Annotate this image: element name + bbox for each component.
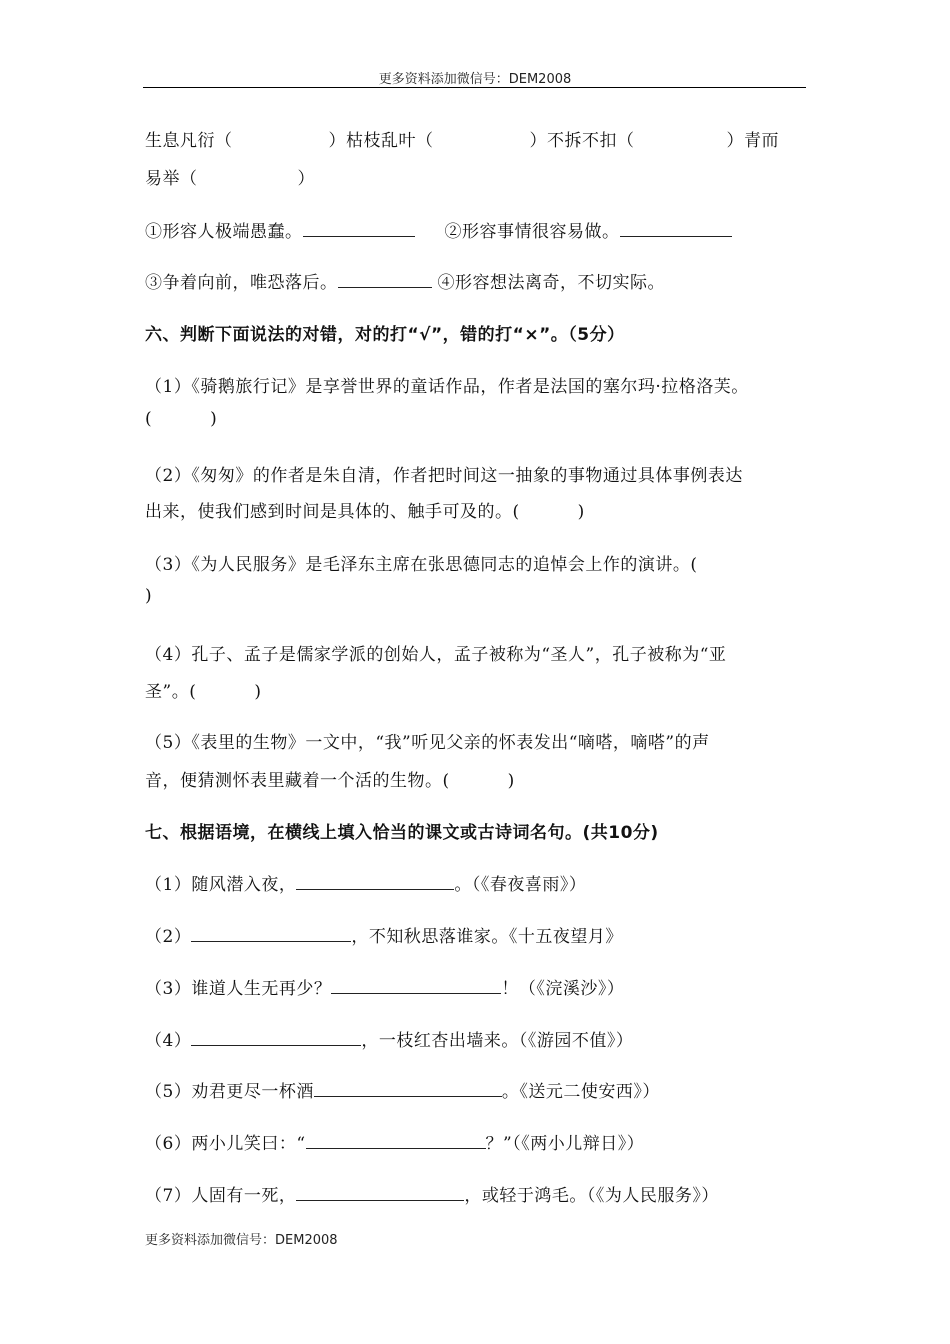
fill-q3-post: ！（《浣溪沙》） [501,979,625,999]
header-divider [143,87,806,88]
fill-q2-pre: （2） [145,927,192,947]
fill-q7-blank[interactable] [296,1184,464,1201]
judge-q3-line2 [145,586,152,606]
fill-q7-pre: （7）人固有一死， [145,1186,297,1206]
fill-q4 [145,1026,633,1051]
fill-q6 [145,1129,644,1154]
fill-q2 [145,922,623,947]
idiom-line-1 [145,126,779,151]
fill-q2-blank[interactable] [191,925,351,942]
judge-q5-text: 音，便猜测怀表里藏着一个活的生物。( [145,771,450,791]
definition-blank-2[interactable] [620,220,732,237]
fill-q1 [145,870,586,895]
fill-q3-pre: （3）谁道人生无再少？ [145,979,332,999]
idiom-line-2 [145,164,315,189]
fill-q7 [145,1181,719,1206]
judge-q5-line2 [145,766,515,791]
judge-q2-text: 出来，使我们感到时间是具体的、触手可及的。( [145,502,520,522]
definition-line-2 [145,268,665,293]
page-header: 更多资料添加微信号：DEM2008 [378,72,572,87]
section6-title: 六、判断下面说法的对错，对的打“√”，错的打“×”。（5分） [145,325,625,345]
judge-q3-close: ) [145,586,153,606]
judge-q4-close: ) [254,682,262,702]
fill-q3-blank[interactable] [331,977,501,994]
judge-q4-line2 [145,677,261,702]
definition-1: ①形容人极端愚蠢。 [145,222,303,242]
judge-q1-close: ) [210,409,218,429]
fill-q6-post: ？”（《两小儿辩日》） [485,1134,645,1154]
fill-q5-blank[interactable] [314,1080,502,1097]
fill-q1-blank[interactable] [296,873,454,890]
judge-q5-close: ) [507,771,515,791]
fill-q1-pre: （1）随风潜入夜， [145,875,297,895]
idiom-text-3: ）不拆不扣（ [529,131,635,151]
idiom-text-6: ） [297,169,315,189]
fill-q6-blank[interactable] [306,1132,486,1149]
judge-q1-open: ( [145,409,153,429]
judge-q1-line1: （1）《骑鹅旅行记》是享誉世界的童话作品，作者是法国的塞尔玛·拉格洛芙。 [145,377,749,397]
fill-q4-post: ，一枝红杏出墙来。（《游园不值》） [361,1031,634,1051]
fill-q5-pre: （5）劝君更尽一杯酒 [145,1082,314,1102]
idiom-text-2: ）枯枝乱叶（ [328,131,434,151]
judge-q3-line1: （3）《为人民服务》是毛泽东主席在张思德同志的追悼会上作的演讲。( [145,555,698,575]
fill-q3 [145,974,624,999]
judge-q4-text: 圣”。( [145,682,197,702]
definition-blank-1[interactable] [303,220,415,237]
definition-line-1 [145,217,732,242]
definition-4: ④形容想法离奇，不切实际。 [437,273,665,293]
judge-q4-line1: （4）孔子、孟子是儒家学派的创始人，孟子被称为“圣人”，孔子被称为“亚 [145,645,727,665]
definition-blank-3[interactable] [338,271,432,288]
fill-q4-pre: （4） [145,1031,192,1051]
fill-q1-post: 。（《春夜喜雨》） [454,875,587,895]
judge-q1-line2 [145,409,217,429]
fill-q2-post: ，不知秋思落谁家。《十五夜望月》 [351,927,623,947]
judge-q2-close: ) [577,502,585,522]
judge-q5-line1: （5）《表里的生物》一文中，“我”听见父亲的怀表发出“嘀嗒，嘀嗒”的声 [145,733,710,753]
section7-title: 七、根据语境，在横线上填入恰当的课文或古诗词名句。(共10分) [145,823,659,843]
fill-q4-blank[interactable] [191,1029,361,1046]
page-footer: 更多资料添加微信号：DEM2008 [145,1233,338,1248]
idiom-text-4: ）青而 [726,131,779,151]
judge-q2-line2 [145,497,585,522]
definition-2: ②形容事情很容易做。 [444,222,620,242]
fill-q5 [145,1077,660,1102]
definition-3: ③争着向前，唯恐落后。 [145,273,338,293]
idiom-text-1: 生息凡衍（ [145,131,233,151]
fill-q5-post: 。《送元二使安西》） [501,1082,660,1102]
judge-q2-line1: （2）《匆匆》的作者是朱自清，作者把时间这一抽象的事物通过具体事例表达 [145,466,743,486]
fill-q6-pre: （6）两小儿笑曰：“ [145,1134,306,1154]
fill-q7-post: ，或轻于鸿毛。（《为人民服务》） [464,1186,719,1206]
idiom-text-5: 易举（ [145,169,198,189]
